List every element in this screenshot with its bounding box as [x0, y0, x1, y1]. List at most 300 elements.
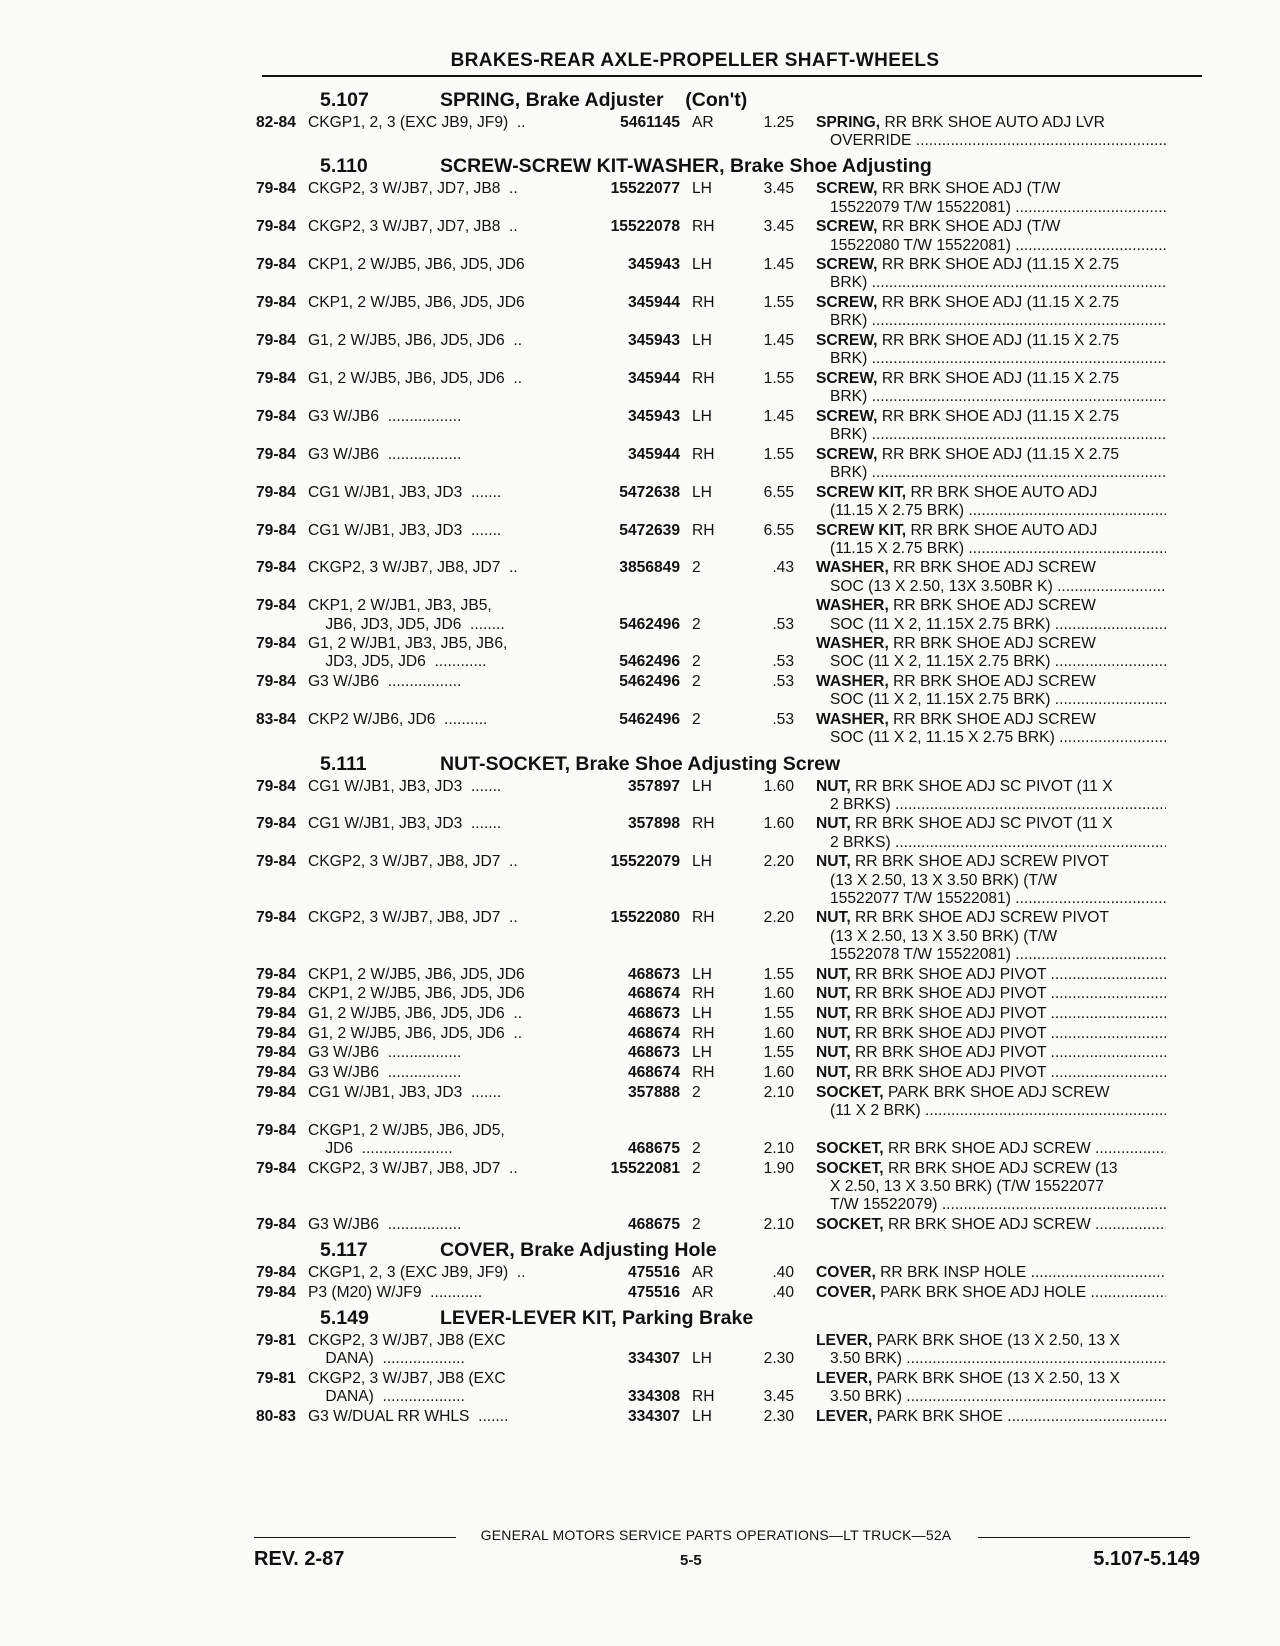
description	[794, 180, 1166, 216]
quantity: 2	[692, 559, 701, 577]
model-years: 79-84	[256, 597, 296, 615]
part-row	[256, 778, 1206, 814]
part-row	[256, 446, 1206, 482]
part-number: 15522081	[610, 1159, 680, 1177]
description	[794, 1408, 1166, 1426]
description	[794, 1005, 1166, 1023]
model-years: 79-81	[256, 1331, 296, 1349]
model-years: 79-84	[256, 673, 296, 691]
application-line: CKGP2, 3 W/JB7, JD7, JB8 ..	[308, 180, 518, 198]
price: .53	[772, 615, 794, 633]
part-row	[256, 559, 1206, 595]
model-years: 79-84	[256, 965, 296, 983]
description-text: RR BRK SHOE ADJ SCREW	[893, 559, 1096, 577]
model-years: 79-84	[256, 853, 296, 871]
application-line: CKGP2, 3 W/JB7, JB8, JD7 ..	[308, 909, 518, 927]
quantity: RH	[692, 909, 715, 927]
model-years: 79-84	[256, 256, 296, 274]
description	[794, 370, 1166, 406]
page-title: BRAKES-REAR AXLE-PROPELLER SHAFT-WHEELS	[450, 50, 940, 71]
footer-rule-left	[254, 1537, 456, 1538]
description-line: SOC (11 X 2, 11.15 X 2.75 BRK) .....	[816, 729, 1166, 747]
section-header	[256, 1236, 1206, 1264]
description	[794, 1264, 1166, 1282]
application	[308, 1005, 578, 1023]
description-text: RR BRK SHOE ADJ SC PIVOT (11 X	[855, 815, 1113, 833]
description-line	[816, 853, 1166, 871]
part-row	[256, 1264, 1206, 1282]
quantity: RH	[692, 1387, 715, 1405]
description-line: 2 BRKS) .....	[816, 796, 1166, 814]
description-line: BRK) .....	[816, 350, 1166, 368]
description-line: (11 X 2 BRK) .....	[816, 1102, 1166, 1120]
description-line	[816, 1025, 1166, 1043]
part-number: 468674	[627, 1064, 680, 1082]
price: 1.45	[763, 407, 794, 425]
quantity: LH	[692, 1349, 712, 1367]
description-line: 15522079 T/W 15522081) .....	[816, 199, 1166, 217]
parts-catalog-content	[256, 84, 1206, 1427]
description-line	[816, 711, 1166, 729]
quantity: LH	[692, 1004, 712, 1022]
application	[308, 446, 578, 482]
application	[308, 1264, 578, 1282]
description	[794, 408, 1166, 444]
section-number: 5.107	[320, 89, 369, 111]
description	[794, 1332, 1166, 1368]
model-years: 79-84	[256, 815, 296, 833]
quantity: 2	[692, 1139, 701, 1157]
application-line: CG1 W/JB1, JB3, JD3 .......	[308, 815, 502, 833]
application	[308, 180, 578, 216]
description-line	[816, 985, 1166, 1003]
part-name: LEVER,	[816, 1331, 873, 1349]
price: 3.45	[763, 218, 794, 236]
application-line: CKGP2, 3 W/JB7, JB8, JD7 ..	[308, 853, 518, 871]
description-line: T/W 15522079) .....	[816, 1196, 1166, 1214]
quantity: RH	[692, 1024, 715, 1042]
part-name: SOCKET,	[816, 1215, 884, 1233]
description	[794, 1025, 1166, 1043]
description-line: BRK) .....	[816, 274, 1166, 292]
description-text: PARK BRK SHOE (13 X 2.50, 13 X	[876, 1369, 1120, 1387]
price: 1.55	[763, 965, 794, 983]
price: 2.20	[763, 853, 794, 871]
application	[308, 1370, 578, 1406]
description-line	[816, 446, 1166, 464]
quantity: RH	[692, 369, 715, 387]
part-number: 468674	[627, 985, 680, 1003]
description-text: RR BRK SHOE ADJ (11.15 X 2.75	[881, 445, 1120, 463]
description	[794, 635, 1166, 671]
application-line: CKP1, 2 W/JB1, JB3, JB5,	[308, 597, 492, 615]
application-line: CKGP1, 2 W/JB5, JB6, JD5,	[308, 1121, 505, 1139]
description-text: RR BRK SHOE ADJ PIVOT	[855, 985, 1047, 1003]
part-name: SOCKET,	[816, 1083, 884, 1101]
application	[308, 635, 578, 671]
model-years: 79-84	[256, 218, 296, 236]
quantity: LH	[692, 1407, 712, 1425]
application	[308, 1084, 578, 1120]
part-row	[256, 1408, 1206, 1426]
part-number: 334307	[627, 1407, 680, 1425]
part-number: 15522079	[610, 853, 680, 871]
application-line: CKP1, 2 W/JB5, JB6, JD5, JD6	[308, 294, 525, 312]
quantity: LH	[692, 256, 712, 274]
price: 1.55	[763, 294, 794, 312]
description-line: 15522078 T/W 15522081) .....	[816, 946, 1166, 964]
description-line	[816, 1140, 1166, 1158]
application	[308, 256, 578, 292]
description-text: RR BRK SHOE ADJ (11.15 X 2.75	[881, 294, 1120, 312]
quantity: LH	[692, 965, 712, 983]
quantity: AR	[692, 114, 714, 131]
quantity: 2	[692, 1159, 701, 1177]
part-number: 468675	[627, 1139, 680, 1157]
description	[794, 218, 1166, 254]
description-line	[816, 114, 1166, 132]
section-number: 5.117	[320, 1238, 368, 1261]
model-years: 79-84	[256, 521, 296, 539]
description-line	[816, 1005, 1166, 1023]
description-line	[816, 1332, 1166, 1350]
description	[794, 294, 1166, 330]
part-row	[256, 909, 1206, 964]
part-row	[256, 1160, 1206, 1215]
application	[308, 673, 578, 709]
quantity: LH	[692, 777, 712, 795]
application-line: CKP2 W/JB6, JD6 ..........	[308, 711, 488, 729]
price: 1.45	[763, 332, 794, 350]
description-line	[816, 1216, 1166, 1234]
description-line	[816, 1160, 1166, 1178]
price: .53	[772, 653, 794, 671]
description-line	[816, 1284, 1166, 1302]
part-number: 468673	[627, 1044, 680, 1062]
part-name: SCREW,	[816, 180, 878, 198]
part-row	[256, 332, 1206, 368]
application	[308, 909, 578, 964]
application	[308, 985, 578, 1003]
price: 3.45	[763, 180, 794, 198]
part-name: NUT,	[816, 815, 851, 833]
section-number: 5.149	[320, 1306, 369, 1329]
application-line: CKP1, 2 W/JB5, JB6, JD5, JD6	[308, 985, 525, 1003]
description	[794, 484, 1166, 520]
application	[308, 778, 578, 814]
description	[794, 1064, 1166, 1082]
application-line: DANA) ...................	[308, 1349, 465, 1367]
application-line: CKGP2, 3 W/JB7, JB8 (EXC	[308, 1369, 506, 1387]
application-line: G3 W/JB6 .................	[308, 445, 462, 463]
model-years: 79-84	[256, 180, 296, 198]
description-line	[816, 522, 1166, 540]
application	[308, 1122, 578, 1158]
description-line	[816, 370, 1166, 388]
part-name: WASHER,	[816, 673, 889, 691]
part-name: COVER,	[816, 1263, 876, 1281]
part-row	[256, 1084, 1206, 1120]
description-text: RR BRK SHOE ADJ SCREW (13	[887, 1159, 1118, 1177]
model-years: 79-84	[256, 1024, 296, 1042]
description-line: (11.15 X 2.75 BRK) .....	[816, 502, 1166, 520]
part-number: 15522077	[610, 180, 680, 198]
application-line: G1, 2 W/JB5, JB6, JD5, JD6 ..	[308, 1024, 523, 1042]
price: 2.10	[763, 1083, 794, 1101]
section-header	[256, 750, 1206, 778]
description-line: X 2.50, 13 X 3.50 BRK) (T/W 15522077	[830, 1177, 1104, 1195]
description	[794, 815, 1166, 851]
section-title: NUT-SOCKET, Brake Shoe Adjusting Screw	[440, 752, 841, 775]
application	[308, 522, 578, 558]
application-line: G3 W/JB6 .................	[308, 407, 462, 425]
description-text: RR BRK SHOE AUTO ADJ	[910, 521, 1098, 539]
model-years: 79-84	[256, 332, 296, 350]
description-text: RR BRK INSP HOLE	[880, 1263, 1027, 1281]
part-number: 5462496	[619, 653, 680, 671]
application-line: G1, 2 W/JB5, JB6, JD5, JD6 ..	[308, 369, 523, 387]
price: 3.45	[763, 1387, 794, 1405]
description-text: RR BRK SHOE ADJ SCREW	[893, 673, 1096, 691]
description-line: 3.50 BRK) .....	[816, 1388, 1166, 1406]
description-line	[816, 1044, 1166, 1062]
model-years: 79-84	[256, 1215, 296, 1233]
quantity: 2	[692, 653, 701, 671]
price: 1.60	[763, 1024, 794, 1042]
model-years: 79-84	[256, 909, 296, 927]
part-row	[256, 294, 1206, 330]
description-text: RR BRK SHOE ADJ SCREW	[893, 711, 1096, 729]
quantity: RH	[692, 1064, 715, 1082]
application-line: CG1 W/JB1, JB3, JD3 .......	[308, 777, 502, 795]
description-line	[816, 673, 1166, 691]
part-row	[256, 1044, 1206, 1062]
description-text: RR BRK SHOE ADJ PIVOT	[855, 1004, 1047, 1022]
application	[308, 484, 578, 520]
part-number: 5462496	[619, 673, 680, 691]
description-text: RR BRK SHOE ADJ SCREW	[887, 1215, 1091, 1233]
application	[308, 853, 578, 908]
revision-label: REV. 2-87	[254, 1548, 345, 1570]
description	[794, 1084, 1166, 1120]
part-number: 15522078	[610, 218, 680, 236]
description-line: SOC (13 X 2.50, 13X 3.50BR K) .....	[816, 578, 1166, 596]
application-line: G3 W/JB6 .................	[308, 673, 462, 691]
price: 1.90	[763, 1159, 794, 1177]
description-line: 3.50 BRK) .....	[816, 1350, 1166, 1368]
model-years: 79-84	[256, 1064, 296, 1082]
description-text: RR BRK SHOE AUTO ADJ LVR	[884, 114, 1105, 131]
model-years: 79-84	[256, 559, 296, 577]
part-name: NUT,	[816, 985, 851, 1003]
part-row	[256, 966, 1206, 984]
description-line: SOC (11 X 2, 11.15X 2.75 BRK) .....	[816, 653, 1166, 671]
quantity: 2	[692, 673, 701, 691]
price: 1.60	[763, 815, 794, 833]
quantity: LH	[692, 1044, 712, 1062]
part-number: 334308	[627, 1387, 680, 1405]
description-line: BRK) .....	[816, 464, 1166, 482]
section-header	[256, 152, 1206, 180]
model-years: 79-84	[256, 1083, 296, 1101]
model-years: 79-84	[256, 635, 296, 653]
description	[794, 1284, 1166, 1302]
price: .43	[772, 559, 794, 577]
part-row	[256, 256, 1206, 292]
price: 1.55	[763, 369, 794, 387]
part-number: 468674	[627, 1024, 680, 1042]
part-name: SCREW KIT,	[816, 483, 907, 501]
application-line: CG1 W/JB1, JB3, JD3 .......	[308, 483, 502, 501]
quantity: RH	[692, 294, 715, 312]
description-text: PARK BRK SHOE (13 X 2.50, 13 X	[876, 1331, 1120, 1349]
description-text: RR BRK SHOE ADJ (11.15 X 2.75	[881, 369, 1120, 387]
application	[308, 711, 578, 747]
part-name: NUT,	[816, 1004, 851, 1022]
part-row	[256, 1216, 1206, 1234]
section-title: SCREW-SCREW KIT-WASHER, Brake Shoe Adjusting	[440, 155, 932, 178]
description-text: RR BRK SHOE ADJ SCREW	[887, 1139, 1091, 1157]
part-name: NUT,	[816, 1044, 851, 1062]
part-row	[256, 985, 1206, 1003]
application-line: G1, 2 W/JB5, JB6, JD5, JD6 ..	[308, 332, 523, 350]
part-name: NUT,	[816, 965, 851, 983]
quantity: RH	[692, 445, 715, 463]
part-row	[256, 408, 1206, 444]
description-text: RR BRK SHOE ADJ (T/W	[881, 180, 1061, 198]
part-name: WASHER,	[816, 559, 889, 577]
part-number: 5462496	[619, 615, 680, 633]
model-years: 79-84	[256, 1263, 296, 1281]
description	[794, 673, 1166, 709]
description-line: BRK) .....	[816, 388, 1166, 406]
part-name: SPRING,	[816, 114, 881, 131]
description-text: RR BRK SHOE ADJ SC PIVOT (11 X	[855, 777, 1113, 795]
part-number: 345944	[627, 445, 680, 463]
quantity: RH	[692, 218, 715, 236]
part-name: SOCKET,	[816, 1139, 884, 1157]
description	[794, 597, 1166, 633]
part-name: WASHER,	[816, 597, 889, 615]
quantity: 2	[692, 1215, 701, 1233]
description-line	[816, 635, 1166, 653]
part-row	[256, 114, 1206, 150]
description-line	[816, 1064, 1166, 1082]
section-header	[256, 1304, 1206, 1332]
description-text: RR BRK SHOE ADJ PIVOT	[855, 1024, 1047, 1042]
price: 6.55	[763, 483, 794, 501]
description-line	[816, 218, 1166, 236]
application	[308, 597, 578, 633]
section-title: COVER, Brake Adjusting Hole	[440, 1238, 717, 1261]
description	[794, 985, 1166, 1003]
part-name: SCREW KIT,	[816, 521, 907, 539]
application	[308, 332, 578, 368]
price: 1.55	[763, 445, 794, 463]
description-text: RR BRK SHOE ADJ PIVOT	[855, 965, 1047, 983]
description	[794, 909, 1166, 964]
description	[794, 778, 1166, 814]
description-line	[816, 1264, 1166, 1282]
application	[308, 408, 578, 444]
application-line: DANA) ...................	[308, 1387, 465, 1405]
description	[794, 1216, 1166, 1234]
description-line: (13 X 2.50, 13 X 3.50 BRK) (T/W	[830, 927, 1058, 945]
part-number: 357897	[627, 777, 680, 795]
description-line	[816, 1370, 1166, 1388]
part-row	[256, 522, 1206, 558]
part-name: NUT,	[816, 909, 851, 927]
quantity: AR	[692, 1283, 714, 1301]
description-line	[816, 180, 1166, 198]
part-number: 357888	[627, 1083, 680, 1101]
description-line: 15522077 T/W 15522081) .....	[816, 890, 1166, 908]
part-row	[256, 218, 1206, 254]
footer-rule-right	[978, 1537, 1190, 1538]
part-number: 345944	[627, 294, 680, 312]
price: 1.55	[763, 1004, 794, 1022]
model-years: 79-84	[256, 483, 296, 501]
description-text: RR BRK SHOE ADJ (T/W	[881, 218, 1061, 236]
description	[794, 256, 1166, 292]
part-number: 345944	[627, 369, 680, 387]
application-line: CG1 W/JB1, JB3, JD3 .......	[308, 1083, 502, 1101]
application-line: JD6 .....................	[308, 1139, 453, 1157]
description-text: RR BRK SHOE AUTO ADJ	[910, 483, 1098, 501]
model-years: 79-84	[256, 1159, 296, 1177]
application	[308, 966, 578, 984]
part-row	[256, 1284, 1206, 1302]
part-number: 334307	[627, 1349, 680, 1367]
application	[308, 1284, 578, 1302]
description-line: OVERRIDE .....	[816, 132, 1166, 150]
section-title: LEVER-LEVER KIT, Parking Brake	[440, 1306, 754, 1329]
price: 2.20	[763, 909, 794, 927]
part-row	[256, 853, 1206, 908]
price: .53	[772, 673, 794, 691]
title-rule	[262, 75, 1202, 77]
description-text: PARK BRK SHOE	[876, 1407, 1003, 1425]
price: 1.60	[763, 1064, 794, 1082]
part-row	[256, 1064, 1206, 1082]
model-years: 79-84	[256, 1121, 296, 1139]
description-line	[816, 332, 1166, 350]
model-years: 79-84	[256, 369, 296, 387]
quantity: RH	[692, 985, 715, 1003]
price: .40	[772, 1263, 794, 1281]
model-years: 79-84	[256, 1283, 296, 1301]
application	[308, 559, 578, 595]
application-line: JB6, JD3, JD5, JD6 ........	[308, 615, 505, 633]
price: .53	[772, 711, 794, 729]
part-row	[256, 180, 1206, 216]
description-text: RR BRK SHOE ADJ SCREW PIVOT	[855, 909, 1109, 927]
part-number: 468673	[627, 1004, 680, 1022]
model-years: 79-81	[256, 1369, 296, 1387]
application	[308, 114, 578, 150]
application-line: CKGP2, 3 W/JB7, JD7, JB8 ..	[308, 218, 518, 236]
application-line: CKGP2, 3 W/JB7, JB8 (EXC	[308, 1331, 506, 1349]
description	[794, 446, 1166, 482]
description-line	[816, 256, 1166, 274]
quantity: 2	[692, 711, 701, 729]
description-line: (13 X 2.50, 13 X 3.50 BRK) (T/W	[830, 871, 1058, 889]
page-number: 5-5	[680, 1552, 702, 1569]
application	[308, 370, 578, 406]
part-row	[256, 484, 1206, 520]
part-number: 5462496	[619, 711, 680, 729]
application-line: CKP1, 2 W/JB5, JB6, JD5, JD6	[308, 256, 525, 274]
